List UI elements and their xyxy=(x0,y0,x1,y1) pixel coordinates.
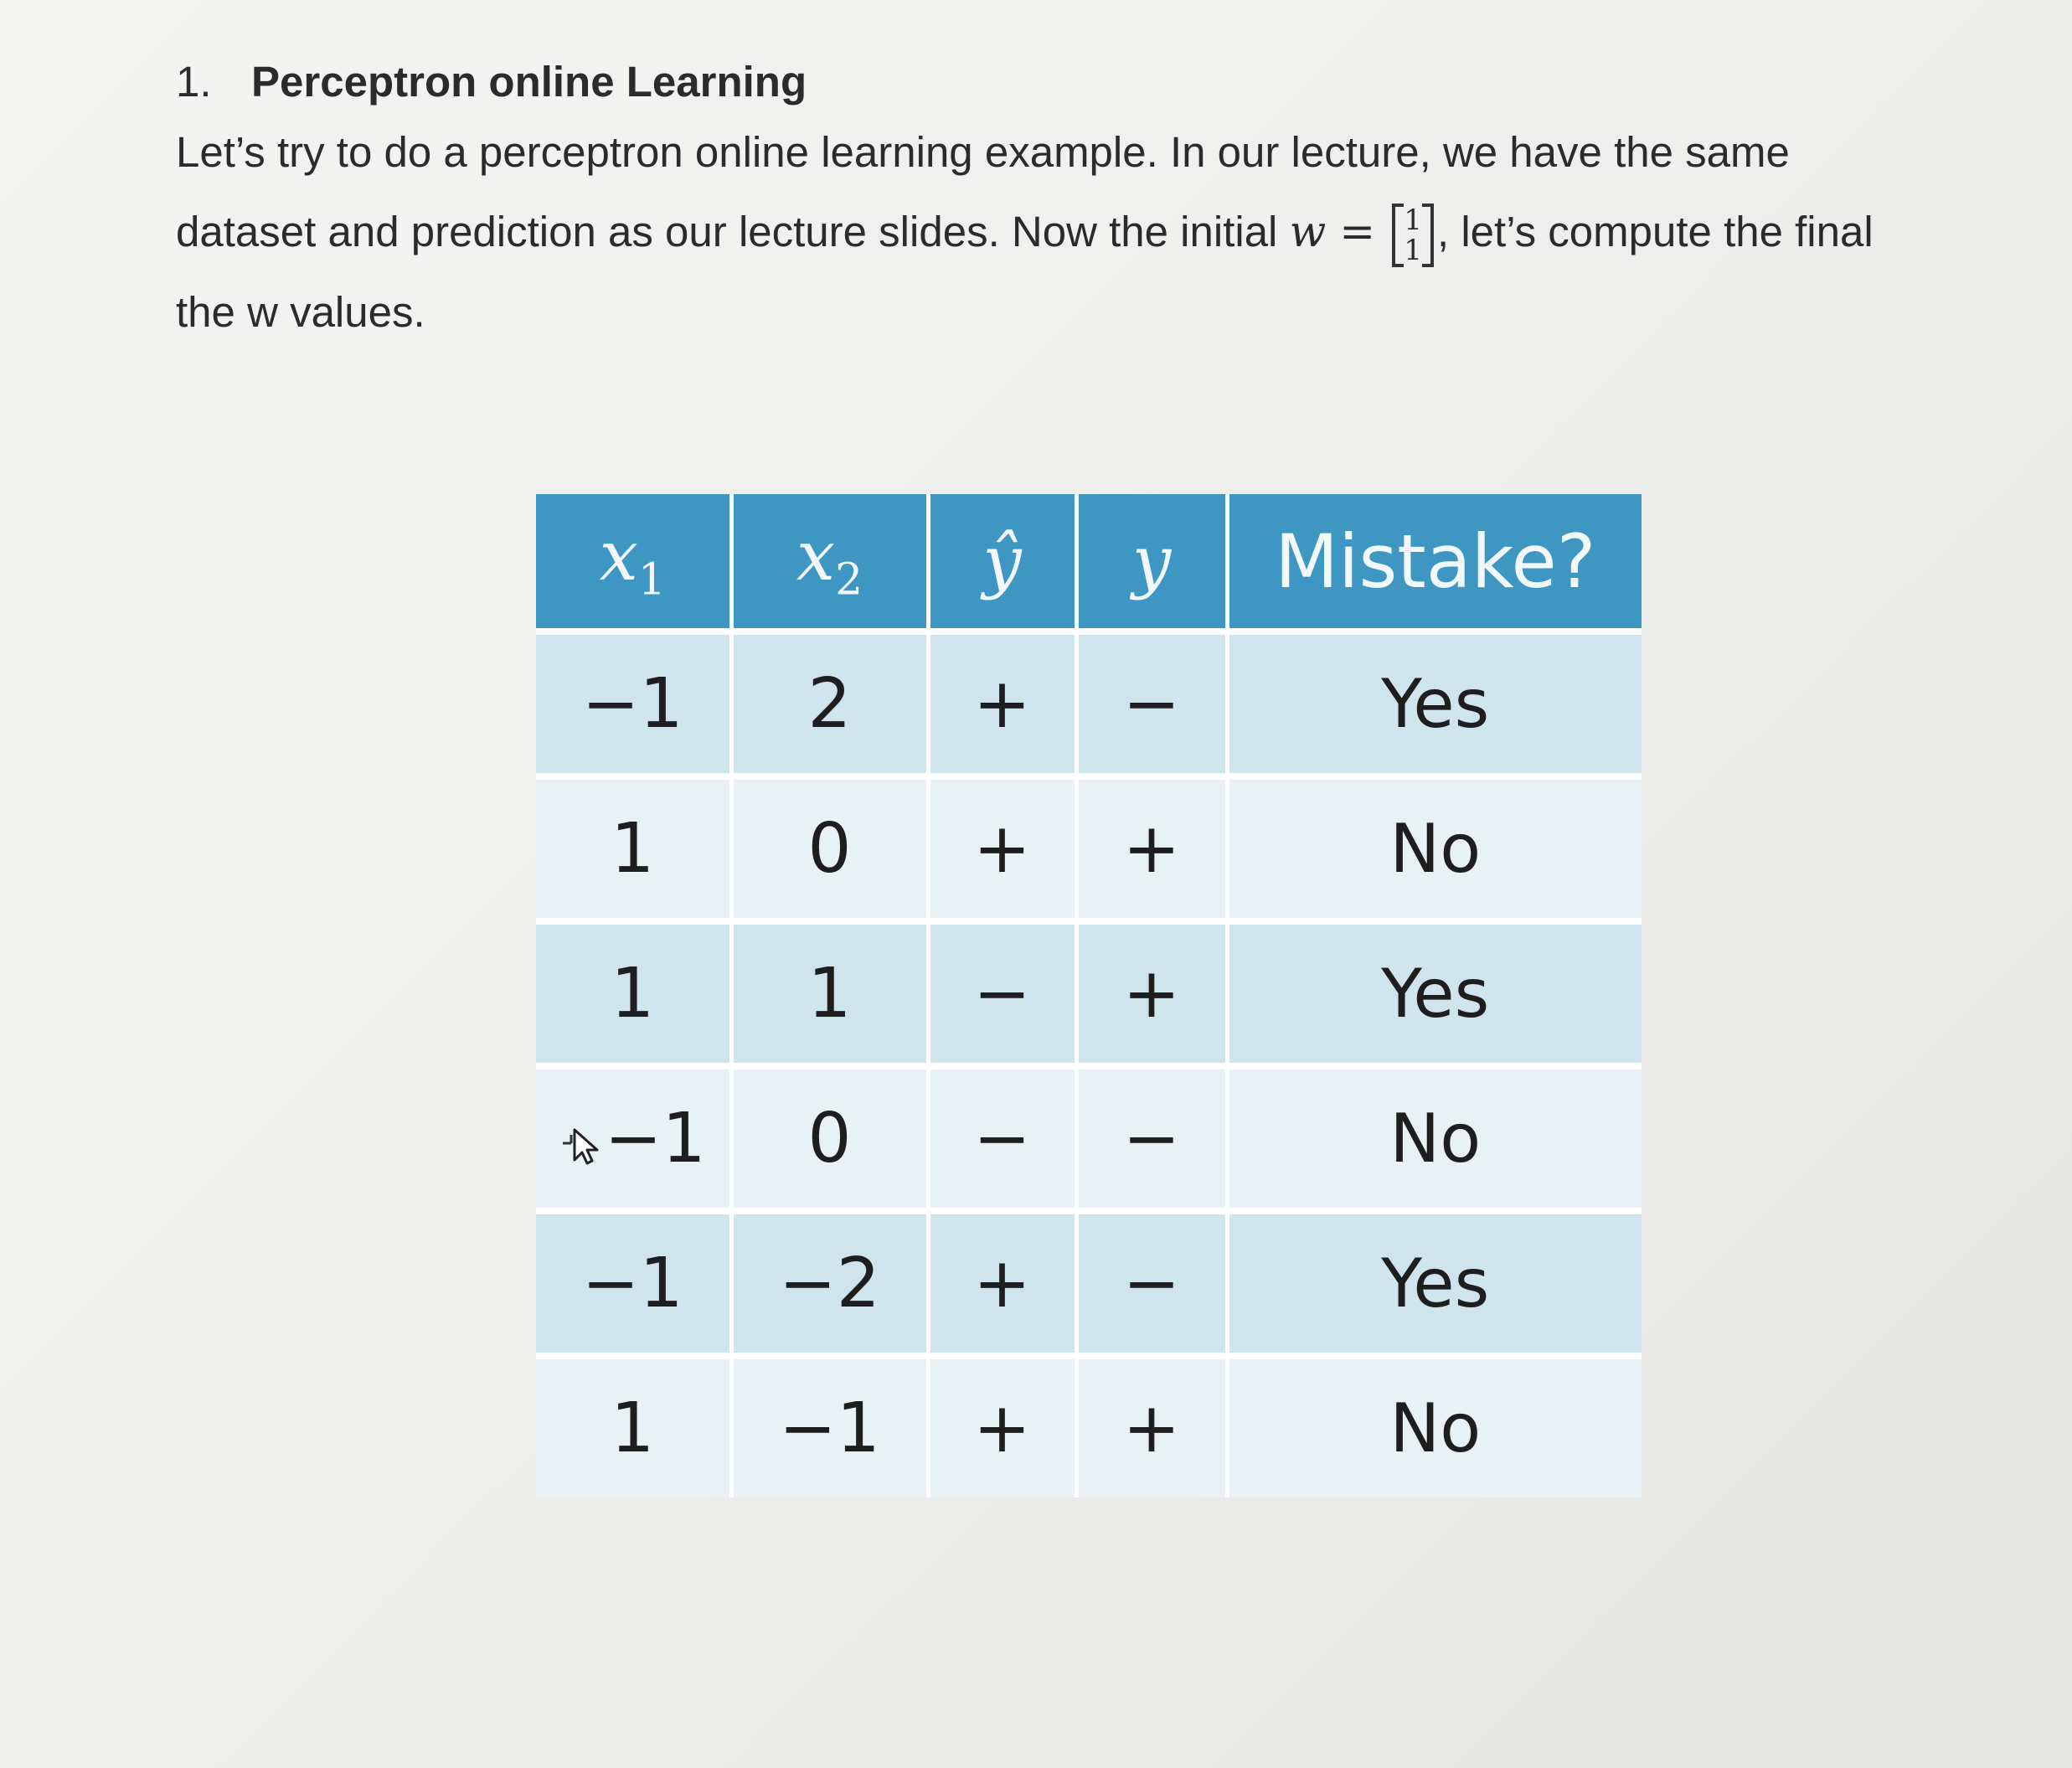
problem-title: Perceptron online Learning xyxy=(251,58,807,106)
table-row xyxy=(536,631,1642,776)
cell-x2: 0 xyxy=(731,1066,928,1211)
cell-y-hat: − xyxy=(928,1066,1076,1211)
problem-heading xyxy=(176,52,2035,112)
cell-x2: 1 xyxy=(731,921,928,1066)
table-row xyxy=(536,1066,1642,1211)
header-y-hat: ŷ xyxy=(928,494,1076,631)
header-y: y xyxy=(1076,494,1227,631)
problem-number: 1. xyxy=(176,58,212,106)
table-row xyxy=(536,1356,1642,1497)
cell-y: + xyxy=(1076,1356,1227,1497)
description-line-2-end: , let’s compute the final xyxy=(1437,208,1874,255)
cell-y-hat: + xyxy=(928,1356,1076,1497)
cell-x2: −1 xyxy=(731,1356,928,1497)
cell-y-hat: − xyxy=(928,921,1076,1066)
problem-statement xyxy=(176,52,2035,352)
header-mistake: Mistake? xyxy=(1227,494,1642,631)
weight-variable: w = xyxy=(1289,208,1389,257)
cell-y: − xyxy=(1076,631,1227,776)
cell-mistake: No xyxy=(1227,1066,1642,1211)
cell-x2: −2 xyxy=(731,1211,928,1356)
cell-y-hat: + xyxy=(928,1211,1076,1356)
cell-y: + xyxy=(1076,921,1227,1066)
cell-x2: 0 xyxy=(731,776,928,921)
description-line-2 xyxy=(176,192,2035,272)
cell-y-hat: + xyxy=(928,776,1076,921)
cell-y-hat: + xyxy=(928,631,1076,776)
cell-mistake: Yes xyxy=(1227,921,1642,1066)
table-header-row xyxy=(536,494,1642,631)
cell-x2: 2 xyxy=(731,631,928,776)
perceptron-data-table xyxy=(536,494,1642,1497)
cell-mistake: Yes xyxy=(1227,631,1642,776)
cell-y: + xyxy=(1076,776,1227,921)
vector-entry: 1 xyxy=(1404,233,1423,267)
cell-x1: 1 xyxy=(536,921,731,1066)
table-row xyxy=(536,776,1642,921)
header-x2: $x_2$ xyxy=(731,494,928,631)
cell-y: − xyxy=(1076,1066,1227,1211)
problem-description xyxy=(176,112,2035,352)
description-line-3: the w values. xyxy=(176,288,425,336)
table-row xyxy=(536,921,1642,1066)
cell-y: − xyxy=(1076,1211,1227,1356)
vector-entry: 1 xyxy=(1404,203,1423,237)
cell-x1: 1 xyxy=(536,1356,731,1497)
cell-x1: 1 xyxy=(536,776,731,921)
initial-weight-vector xyxy=(1392,204,1434,267)
mouse-cursor-icon xyxy=(559,1118,610,1168)
cell-x1: −1 xyxy=(536,631,731,776)
cell-mistake: No xyxy=(1227,776,1642,921)
cell-x1: −1 xyxy=(536,1066,731,1211)
description-line-2-text: dataset and prediction as our lecture slides. Now the initial xyxy=(176,208,1290,255)
cell-mistake: No xyxy=(1227,1356,1642,1497)
header-x1: $x_1$ xyxy=(536,494,731,631)
cell-mistake: Yes xyxy=(1227,1211,1642,1356)
description-line-1: Let’s try to do a perceptron online learning example. In our lecture, we have the same xyxy=(176,128,1790,176)
table-row xyxy=(536,1211,1642,1356)
cell-x1: −1 xyxy=(536,1211,731,1356)
